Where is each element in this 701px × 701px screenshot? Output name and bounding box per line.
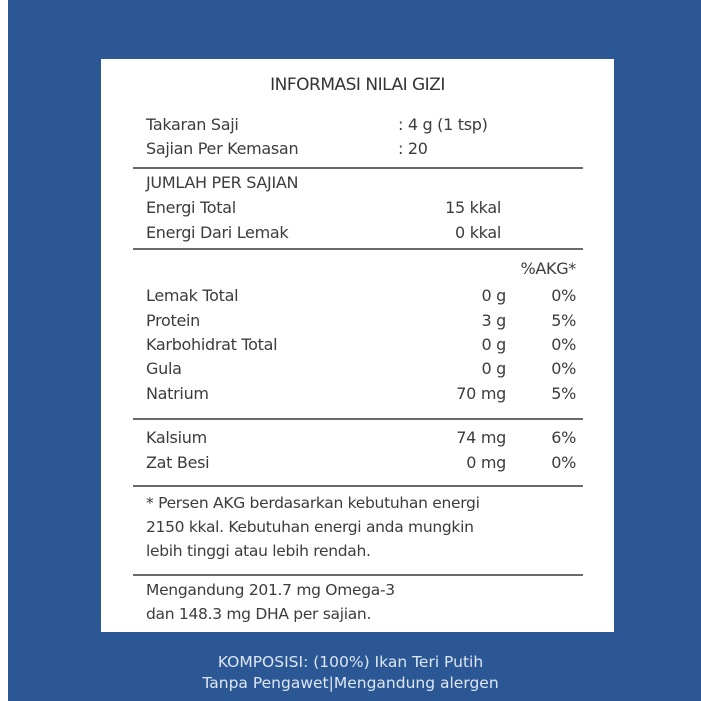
mineral-amount: 0 mg <box>466 453 506 472</box>
nutrient-row <box>146 359 576 383</box>
nutrient-amount: 0 g <box>481 335 506 354</box>
mineral-akg: 6% <box>551 428 576 447</box>
energy-total-label: Energi Total <box>146 198 236 217</box>
serving-size-value: : 4 g (1 tsp) <box>398 115 488 134</box>
nutrient-label: Karbohidrat Total <box>146 335 278 354</box>
mineral-row <box>146 453 576 477</box>
nutrient-label: Protein <box>146 311 200 330</box>
mineral-akg: 0% <box>551 453 576 472</box>
divider <box>133 574 583 576</box>
divider <box>133 248 583 250</box>
energy-from-fat-label: Energi Dari Lemak <box>146 223 289 242</box>
akg-header: %AKG* <box>520 259 576 278</box>
nutrient-akg: 5% <box>551 311 576 330</box>
footnote-line: * Persen AKG berdasarkan kebutuhan energi <box>146 494 480 512</box>
nutrient-akg: 0% <box>551 335 576 354</box>
omega-note-line: dan 148.3 mg DHA per sajian. <box>146 605 372 623</box>
divider <box>133 485 583 487</box>
nutrient-akg: 0% <box>551 286 576 305</box>
energy-total-value: 15 kkal <box>445 198 501 217</box>
akg-header-row <box>146 259 576 283</box>
serving-size-label: Takaran Saji <box>146 115 239 134</box>
nutrient-amount: 0 g <box>481 286 506 305</box>
divider <box>133 167 583 169</box>
energy-from-fat-row <box>146 223 576 247</box>
omega-note <box>146 578 586 626</box>
mineral-row <box>146 428 576 452</box>
akg-footnote <box>146 491 586 563</box>
nutrition-facts-panel <box>101 59 614 632</box>
omega-note-line: Mengandung 201.7 mg Omega-3 <box>146 581 395 599</box>
serving-size-row <box>146 115 576 139</box>
allergen-note: Tanpa Pengawet|Mengandung alergen <box>202 674 499 692</box>
nutrient-label: Natrium <box>146 384 209 403</box>
servings-per-container-label: Sajian Per Kemasan <box>146 139 299 158</box>
footnote-line: 2150 kkal. Kebutuhan energi anda mungkin <box>146 518 474 536</box>
nutrient-row <box>146 311 576 335</box>
nutrient-label: Lemak Total <box>146 286 239 305</box>
divider <box>133 418 583 420</box>
panel-title: INFORMASI NILAI GIZI <box>270 75 445 95</box>
nutrient-amount: 70 mg <box>456 384 506 403</box>
nutrient-row <box>146 384 576 408</box>
nutrient-row <box>146 335 576 359</box>
servings-per-container-row <box>146 139 576 163</box>
mineral-label: Zat Besi <box>146 453 210 472</box>
nutrient-akg: 5% <box>551 384 576 403</box>
nutrient-row <box>146 286 576 310</box>
composition-text: KOMPOSISI: (100%) Ikan Teri Putih <box>217 653 484 671</box>
footnote-line: lebih tinggi atau lebih rendah. <box>146 542 371 560</box>
per-serving-heading: JUMLAH PER SAJIAN <box>146 173 299 192</box>
energy-total-row <box>146 198 576 222</box>
nutrient-amount: 0 g <box>481 359 506 378</box>
mineral-label: Kalsium <box>146 428 207 447</box>
nutrient-akg: 0% <box>551 359 576 378</box>
energy-from-fat-value: 0 kkal <box>455 223 501 242</box>
nutrient-label: Gula <box>146 359 182 378</box>
per-serving-heading-row <box>146 173 576 197</box>
mineral-amount: 74 mg <box>456 428 506 447</box>
servings-per-container-value: : 20 <box>398 139 428 158</box>
nutrient-amount: 3 g <box>481 311 506 330</box>
